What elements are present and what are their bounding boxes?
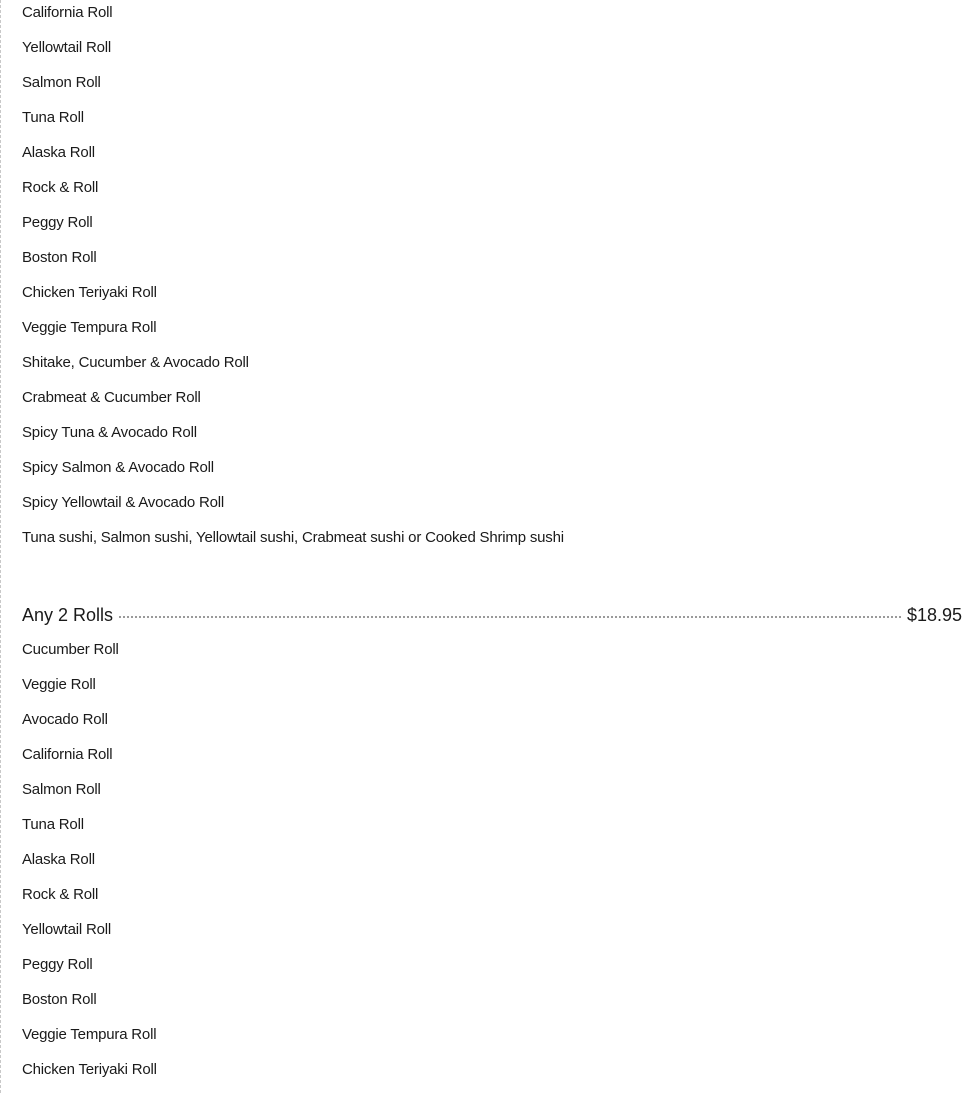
menu-option: Spicy Yellowtail & Avocado Roll [22,494,224,511]
menu-option: Crabmeat & Cucumber Roll [22,389,201,406]
menu-option: Spicy Tuna & Avocado Roll [22,424,197,441]
menu-option: Avocado Roll [22,711,108,728]
menu-option: Peggy Roll [22,956,93,973]
menu-option: Veggie Roll [22,676,96,693]
menu-option: Veggie Tempura Roll [22,319,157,336]
combo-options-list [22,4,564,564]
menu-option: Peggy Roll [22,214,93,231]
menu-option: Boston Roll [22,991,97,1008]
menu-option: Tuna Roll [22,109,84,126]
menu-option: Shitake, Cucumber & Avocado Roll [22,354,249,371]
menu-option: Boston Roll [22,249,97,266]
menu-option: Yellowtail Roll [22,921,111,938]
menu-option: Chicken Teriyaki Roll [22,284,157,301]
section-price: $18.95 [906,605,962,625]
menu-option: California Roll [22,4,113,21]
section-title: Any 2 Rolls [22,605,114,625]
menu-option: Rock & Roll [22,886,99,903]
menu-option: Salmon Roll [22,74,101,91]
menu-option: Cucumber Roll [22,641,119,658]
menu-option: Salmon Roll [22,781,101,798]
menu-option: Chicken Teriyaki Roll [22,1061,157,1078]
menu-option: Rock & Roll [22,179,99,196]
any-2-rolls-list [22,641,157,1096]
menu-option: Spicy Salmon & Avocado Roll [22,459,214,476]
menu-option: Alaska Roll [22,144,95,161]
menu-option: California Roll [22,746,113,763]
menu-option: Yellowtail Roll [22,39,111,56]
menu-option: Veggie Tempura Roll [22,1026,157,1043]
menu-option: Tuna Roll [22,816,84,833]
menu-option: Tuna sushi, Salmon sushi, Yellowtail sushi, Crabmeat sushi or Cooked Shrimp sushi [22,529,564,546]
dotted-leader [119,616,901,618]
any-2-rolls-header [22,604,962,626]
menu-option: Alaska Roll [22,851,95,868]
